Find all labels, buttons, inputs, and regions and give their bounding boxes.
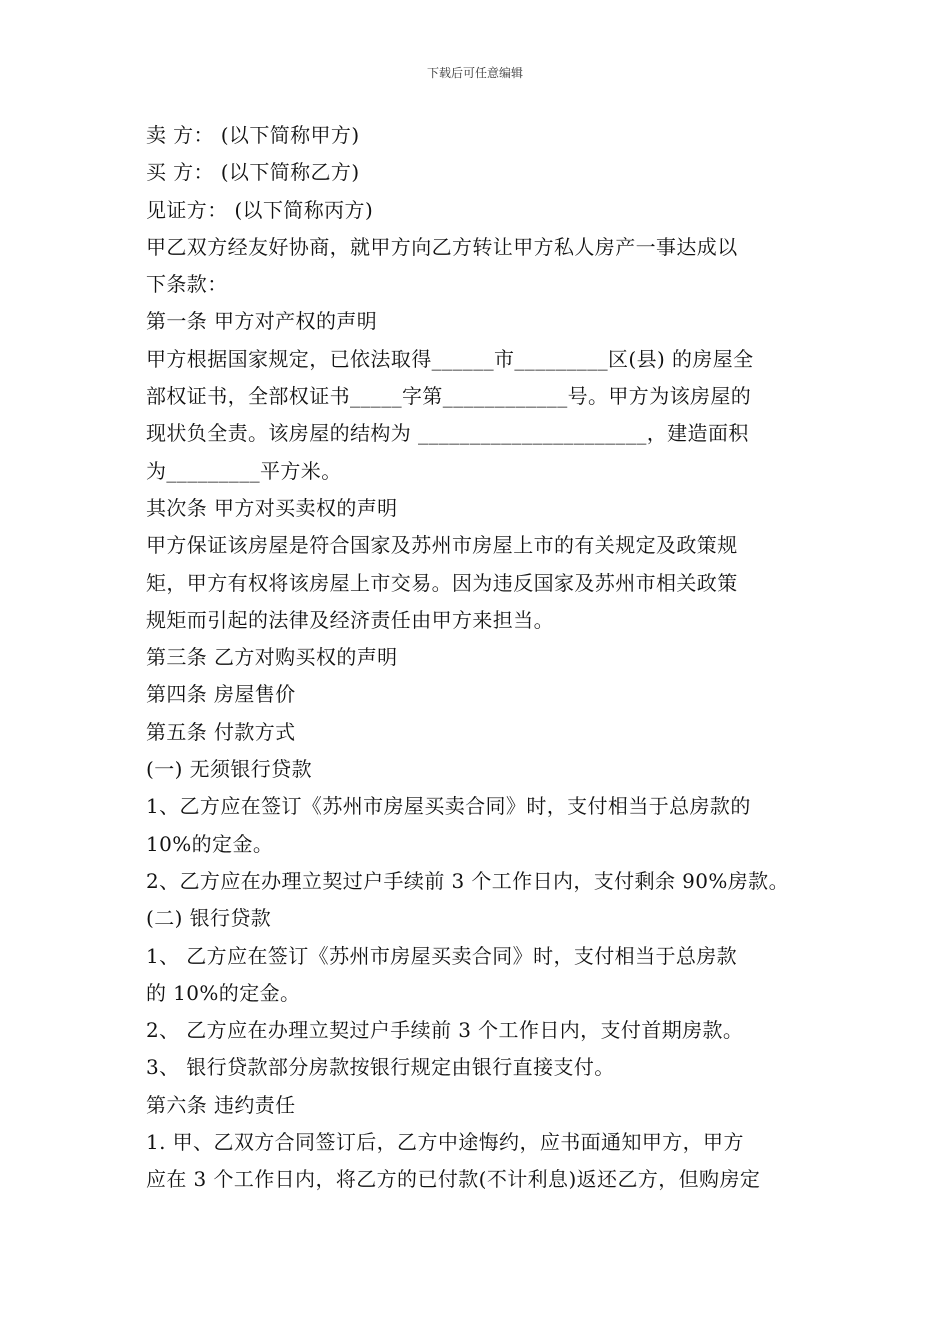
article-1-line-2: 部权证书，全部权证书_____字第____________号。甲方为该房屋的 [146, 384, 752, 409]
intro-line-2: 下条款： [146, 272, 228, 297]
article-6-item-1-line-2: 应在 3 个工作日内，将乙方的已付款(不计利息)返还乙方，但购房定 [146, 1167, 761, 1192]
article-1-line-3: 现状负全责。该房屋的结构为 ______________________，建造面积 [146, 421, 749, 446]
article-4-title: 第四条 房屋售价 [146, 682, 296, 707]
buyer-line: 买 方： (以下简称乙方) [146, 160, 360, 185]
article-2-title: 其次条 甲方对买卖权的声明 [146, 495, 398, 520]
article-2-line-3: 规矩而引起的法律及经济责任由甲方来担当。 [146, 607, 554, 632]
section-2-item-2: 2、 乙方应在办理立契过户手续前 3 个工作日内，支付首期房款。 [146, 1018, 744, 1043]
page-header-note: 下载后可任意编辑 [426, 66, 523, 80]
article-6-item-1-line-1: 1. 甲、乙双方合同签订后，乙方中途悔约，应书面通知甲方，甲方 [146, 1130, 744, 1155]
intro-line-1: 甲乙双方经友好协商，就甲方向乙方转让甲方私人房产一事达成以 [146, 234, 738, 259]
section-2-item-1-line-1: 1、 乙方应在签订《苏州市房屋买卖合同》时，支付相当于总房款 [146, 943, 738, 968]
article-1-line-4: 为_________平方米。 [146, 458, 342, 483]
article-6-title: 第六条 违约责任 [146, 1092, 296, 1117]
section-2-title: (二) 银行贷款 [146, 906, 272, 931]
article-2-line-2: 矩，甲方有权将该房屋上市交易。因为违反国家及苏州市相关政策 [146, 570, 738, 595]
section-1-item-1-line-2: 10%的定金。 [146, 831, 274, 856]
section-2-item-1-line-2: 的 10%的定金。 [146, 980, 301, 1005]
section-2-item-3: 3、 银行贷款部分房款按银行规定由银行直接支付。 [146, 1055, 615, 1080]
article-1-line-1: 甲方根据国家规定，已依法取得______市_________区(县) 的房屋全 [146, 346, 754, 371]
article-5-title: 第五条 付款方式 [146, 719, 296, 744]
seller-line: 卖 方： (以下简称甲方) [146, 123, 360, 147]
section-1-item-1-line-1: 1、乙方应在签订《苏州市房屋买卖合同》时，支付相当于总房款的 [146, 794, 751, 819]
article-1-title: 第一条 甲方对产权的声明 [146, 309, 378, 334]
article-2-line-1: 甲方保证该房屋是符合国家及苏州市房屋上市的有关规定及政策规 [146, 533, 738, 558]
witness-line: 见证方： (以下简称丙方) [146, 197, 374, 222]
section-1-item-2: 2、乙方应在办理立契过户手续前 3 个工作日内，支付剩余 90%房款。 [146, 868, 789, 893]
article-3-title: 第三条 乙方对购买权的声明 [146, 645, 398, 670]
contract-body [146, 117, 818, 1199]
section-1-title: (一) 无须银行贷款 [146, 757, 312, 782]
